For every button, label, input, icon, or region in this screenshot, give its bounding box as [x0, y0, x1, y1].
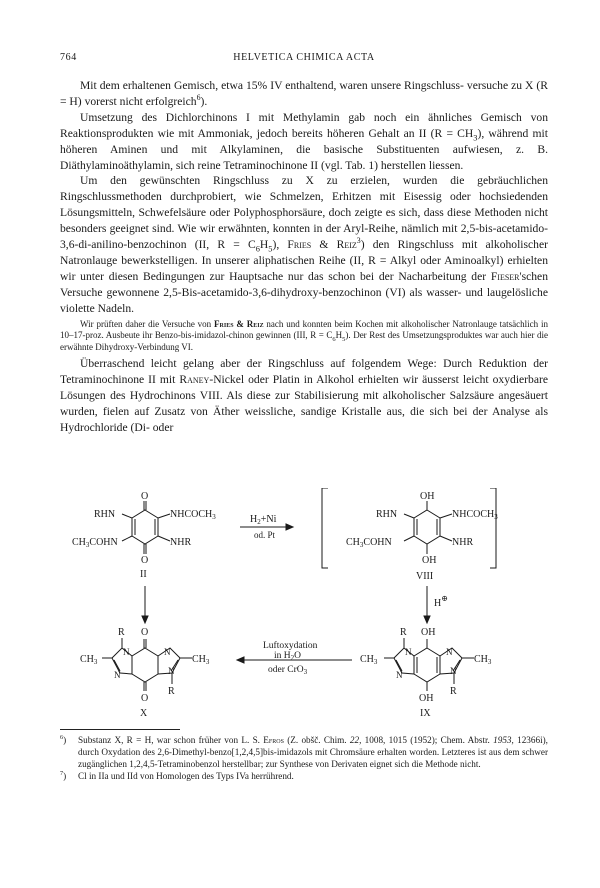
reaction-scheme: [60, 488, 548, 720]
II-oxygen-top: O: [141, 491, 149, 502]
footnote-7: $^7$) Cl in IIa und IId von Homologen des Typs IVa herrührend.: [60, 769, 294, 781]
reagent-h2-ni: $H_2+Ni$: [250, 514, 277, 526]
X-r-top: R: [118, 627, 125, 638]
reagent-oder-cro3: oder CrO$_3$: [268, 665, 308, 676]
paragraph-4: Überraschend leicht gelang aber der Ringschluss auf folgendem Wege: Durch Reduktion der Tetraminochinone II mit Raney-Nickel oder Platin in Alkohol erhielten wir äusserst leicht oxydierbare Lösungen des Hydrochinons VIII. Als diese zur Stabilisierung mit alkoholischer Salzsäure angesäuert wurden, fielen auf Zusatz von Äther weissliche, sandige Kristalle aus, die sich bei der Analyse als Hydrochloride (Di- oder: [60, 357, 548, 434]
structure-IX-rings: [384, 638, 474, 691]
IX-r-top: R: [400, 627, 407, 638]
body-text: [60, 78, 548, 436]
IX-r-bottom: R: [450, 686, 457, 697]
structure-II-ring: [122, 501, 170, 554]
II-nhr: NHR: [170, 537, 192, 548]
X-oxygen-top: O: [141, 627, 149, 638]
IX-n1: N: [405, 647, 412, 657]
IX-n2: N: [396, 670, 403, 680]
VIII-oh-bottom: OH: [422, 555, 437, 566]
IX-oh-bottom: OH: [419, 693, 434, 704]
X-n3: N: [164, 647, 171, 657]
reagent-luftoxydation: Luftoxydation: [263, 641, 318, 651]
IX-n4: N: [450, 666, 457, 676]
paragraph-2: Umsetzung des Dichlorchinons I mit Methylamin gab noch ein ähnliches Gemisch von Reaktionsprodukten wie mit Ammoniak, jedoch bereits höheren Gehalt an II $(R = CH_3)$, während mit höheren Aminen und mit Alkylaminen, die basische Substituenten aufwiesen, z. B. Diäthylaminoäthylamin, sich reine Tetraminochinone II (vgl. Tab. 1) herstellen liessen.: [60, 110, 548, 172]
structure-VIII-ring: [404, 501, 452, 554]
structure-X-rings: [102, 638, 192, 691]
X-oxygen-bottom: O: [141, 693, 149, 704]
X-ch3-left: $CH_3$: [80, 654, 98, 666]
footnote-rule: [60, 729, 180, 730]
VIII-ch3cohn: $CH_3COHN$: [346, 537, 392, 549]
paragraph-3: Um den gewünschten Ringschluss zu X zu erzielen, wurden die gebräuchlichen Ringschlussmethoden durchprobiert, wie Schmelzen, Erhitzen mit Eisessig oder hochsiedenden Lösungsmitteln, Schwefelsäure oder Polyphosphorsäure, doch zeigte es sich, dass diese Methoden nicht besonders geeignet sind. Wie wir erwähnten, konnten in der Aryl-Reihe, nämlich mit 2,5-bis-acetamido-3,6-di-anilino-benzochinon (II, $R = C_6H_5$), Fries & Reiz$^3$) den Ringschluss mit alkoholischer Natronlauge bewerkstelligen. In unserer aliphatischen Reihe (II, R = Alkyl oder Aminoalkyl) erhielten wir unter diesen Bedingungen zur Hauptsache nur das schon bei der Nacharbeitung der Fieser'schen Versuche gewonnene 2,5-Bis-acetamido-3,6-dihydroxy-benzochinon (VI) als wasser- und laugelösliche violette Nadeln.: [60, 174, 548, 315]
reagent-od-pt: od. Pt: [254, 530, 276, 540]
compound-label-IX: IX: [420, 708, 431, 719]
X-n2: N: [114, 670, 121, 680]
VIII-nhr: NHR: [452, 537, 474, 548]
X-r-bottom: R: [168, 686, 175, 697]
IX-ch3-right: $CH_3$: [474, 654, 492, 666]
X-n1: N: [123, 647, 130, 657]
footnotes: [60, 734, 548, 782]
X-n4: N: [168, 666, 175, 676]
paragraph-1: Mit dem erhaltenen Gemisch, etwa 15% IV enthaltend, waren unsere Ringschluss- versuche zu X (R = H) vorerst nicht erfolgreich$^6$).: [60, 79, 548, 108]
reagent-in-h2o: in $H_2O$: [274, 651, 301, 662]
page-number: 764: [60, 52, 77, 63]
small-print-paragraph: Wir prüften daher die Versuche von Fries & Reiz nach und konnten beim Kochen mit alkoholischer Natronlauge tatsächlich in 10–17-proz. Ausbeute ihr Benzo-bis-imidazol-chinon gewinnen (III, $R = C_6H_5$). Der Rest des Umsetzungsproduktes war auch hier die erwähnte Dihydroxy-Verbindung VI.: [60, 318, 548, 352]
running-header: [60, 52, 548, 66]
II-nhcoch3: $NHCOCH_3$: [170, 509, 216, 521]
reagent-h-plus: H⊕: [434, 594, 448, 609]
IX-ch3-left: $CH_3$: [360, 654, 378, 666]
VIII-nhcoch3: $NHCOCH_3$: [452, 509, 498, 521]
compound-label-II: II: [140, 569, 147, 580]
VIII-rhn: RHN: [376, 509, 398, 520]
II-oxygen-bottom: O: [141, 555, 149, 566]
IX-n3: N: [446, 647, 453, 657]
compound-label-X: X: [140, 708, 148, 719]
II-ch3cohn: $CH_3COHN$: [72, 537, 118, 549]
journal-title: HELVETICA CHIMICA ACTA: [233, 52, 375, 63]
footnote-6: $^6$) Substanz X, R = H, war schon früher von L. S. Efros (Z. obšč. Chim. 22, 1008, 1015 (1952); Chem. Abstr. 1953, 12366i), durch Oxydation des 2,6-Dimethyl-benzo[1,2,4,5]bis-imidazols mit Chromsäure erhalten worden. Letzteres ist aus dem schwer zugänglichen 1,2,4,5-Tetraminobenzol herstellbar; zur Synthese von Derivaten eignet sich die Methode nicht.: [60, 733, 548, 769]
X-ch3-right: $CH_3$: [192, 654, 210, 666]
II-rhn: RHN: [94, 509, 116, 520]
compound-label-VIII: VIII: [416, 571, 434, 582]
IX-oh-top: OH: [421, 627, 436, 638]
VIII-oh-top: OH: [420, 491, 435, 502]
